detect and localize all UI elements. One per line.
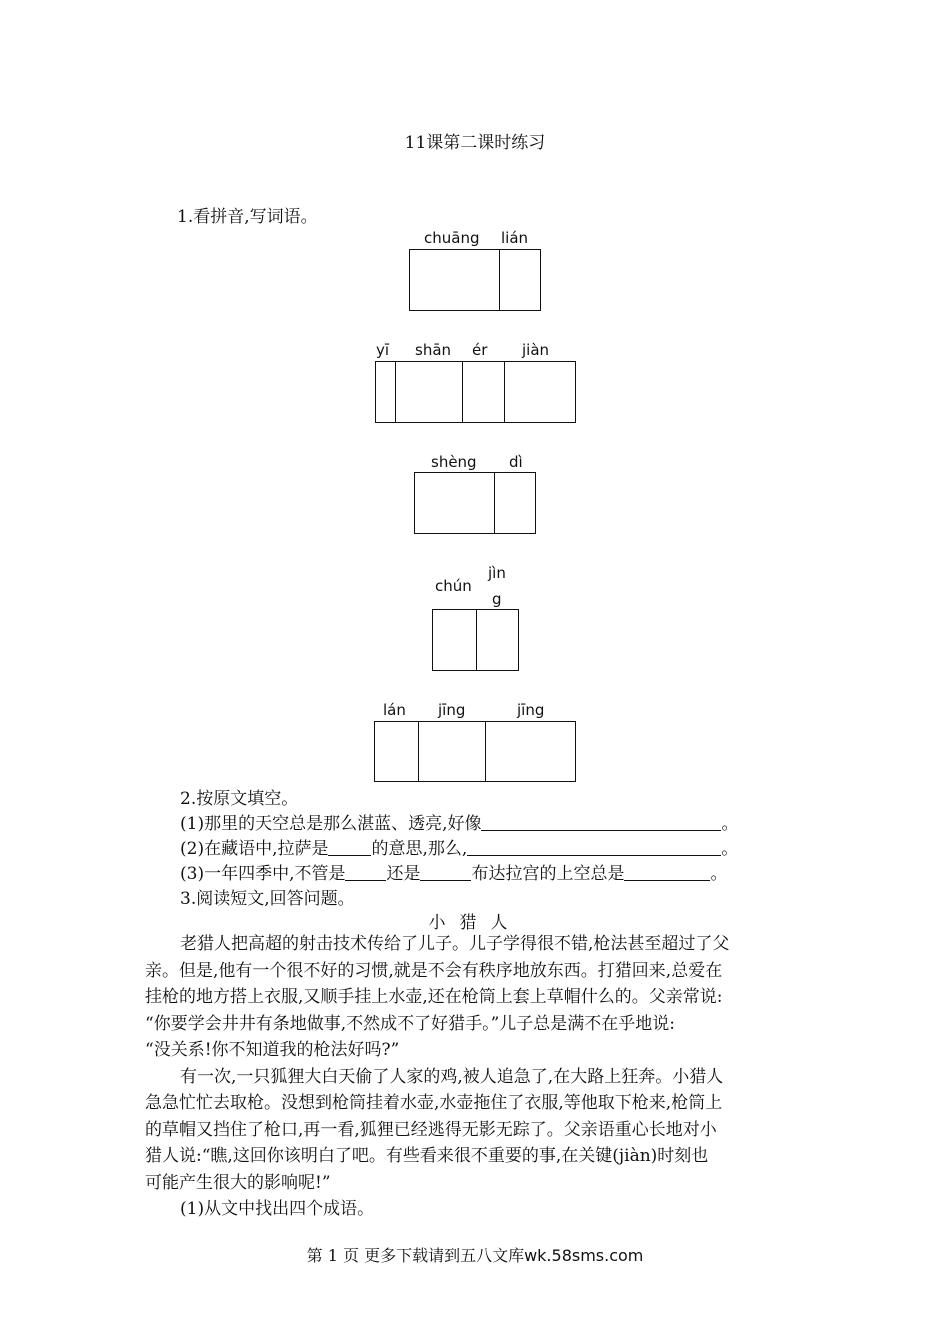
q2-item-3-end: 。	[710, 864, 728, 884]
answer-blank[interactable]	[420, 865, 471, 881]
character-box[interactable]	[476, 610, 518, 670]
writing-grid[interactable]	[374, 721, 576, 782]
footer-site-link[interactable]: wk.58sms.com	[524, 1246, 644, 1265]
answer-blank[interactable]	[481, 815, 721, 831]
q2-item-1-text: (1)那里的天空总是那么湛蓝、透亮,好像	[180, 814, 482, 834]
pinyin-label: g	[492, 590, 502, 608]
q2-item-3-mid2: 布达拉宫的上空总是	[471, 864, 625, 884]
story-line: “没关系!你不知道我的枪法好吗?”	[145, 1040, 400, 1060]
answer-blank[interactable]	[467, 840, 721, 856]
q1-heading: 1.看拼音,写词语。	[177, 207, 318, 227]
pinyin-label: chuāng	[424, 229, 480, 247]
pinyin-label: jīng	[517, 701, 545, 719]
character-box[interactable]	[410, 250, 499, 310]
pinyin-label: jīng	[438, 701, 466, 719]
answer-blank[interactable]	[624, 865, 710, 881]
character-box[interactable]	[433, 610, 476, 670]
q2-item-3-text: (3)一年四季中,不管是	[180, 864, 346, 884]
q2-item-3-mid1: 还是	[386, 864, 421, 884]
character-box[interactable]	[462, 362, 504, 422]
story-line: “你要学会井井有条地做事,不然成不了好猎手。”儿子总是满不在乎地说:	[145, 1013, 676, 1034]
page-footer	[0, 1243, 950, 1266]
q2-item-2-text: (2)在藏语中,拉萨是	[180, 839, 329, 859]
character-box[interactable]	[376, 362, 395, 422]
q2-heading: 2.按原文填空。	[180, 789, 299, 809]
character-box[interactable]	[415, 473, 494, 533]
character-box[interactable]	[504, 362, 575, 422]
pinyin-label: lán	[383, 701, 406, 719]
character-box[interactable]	[395, 362, 462, 422]
pinyin-label: jiàn	[522, 341, 550, 359]
page-title: 11课第二课时练习	[404, 133, 546, 153]
character-box[interactable]	[494, 473, 535, 533]
pinyin-label: shèng	[431, 453, 477, 471]
pinyin-label: lián	[501, 229, 529, 247]
q2-item-1-end: 。	[721, 814, 739, 834]
pinyin-label: yī	[376, 341, 390, 359]
q2-item-2	[180, 834, 738, 859]
q3-heading: 3.阅读短文,回答问题。	[180, 889, 355, 909]
answer-blank[interactable]	[328, 840, 371, 856]
story-line: 挂枪的地方搭上衣服,又顺手挂上水壶,还在枪筒上套上草帽什么的。父亲常说:	[145, 987, 723, 1007]
q2-item-2-mid: 的意思,那么,	[371, 839, 468, 859]
q3-sub-question-1: (1)从文中找出四个成语。	[180, 1199, 375, 1219]
writing-grid[interactable]	[409, 249, 541, 311]
story-line: 亲。但是,他有一个很不好的习惯,就是不会有秩序地放东西。打猎回来,总爱在	[145, 960, 723, 981]
pinyin-label: dì	[509, 453, 523, 471]
story-line: 可能产生很大的影响呢!”	[145, 1172, 331, 1193]
footer-text: 更多下载请到五八文库	[364, 1246, 525, 1265]
story-body	[145, 931, 810, 1223]
page-number: 第 1 页	[306, 1246, 359, 1265]
character-box[interactable]	[418, 722, 485, 781]
writing-grid[interactable]	[375, 361, 576, 423]
story-line: 急急忙忙去取枪。没想到枪筒挂着水壶,水壶拖住了衣服,等他取下枪来,枪筒上	[145, 1093, 723, 1113]
pinyin-label: shān	[415, 341, 452, 359]
writing-grid[interactable]	[414, 472, 536, 534]
story-line: 有一次,一只狐狸大白天偷了人家的鸡,被人追急了,在大路上狂奔。小猎人	[180, 1066, 724, 1087]
pinyin-label: jìn	[488, 564, 506, 582]
character-box[interactable]	[485, 722, 575, 781]
story-line: 猎人说:“瞧,这回你该明白了吧。有些看来很不重要的事,在关键(jiàn)时刻也	[145, 1146, 709, 1166]
q2-item-2-end: 。	[721, 839, 739, 859]
answer-blank[interactable]	[345, 865, 386, 881]
character-box[interactable]	[375, 722, 418, 781]
writing-grid[interactable]	[432, 609, 519, 671]
story-title: 小猎人	[428, 913, 522, 933]
pinyin-label: chún	[435, 577, 472, 595]
story-line: 的草帽又挡住了枪口,再一看,狐狸已经逃得无影无踪了。父亲语重心长地对小	[145, 1119, 717, 1140]
pinyin-label: ér	[472, 341, 488, 359]
character-box[interactable]	[499, 250, 540, 310]
q2-item-3	[180, 859, 727, 884]
q2-item-1	[180, 809, 738, 834]
story-line: 老猎人把高超的射击技术传给了儿子。儿子学得很不错,枪法甚至超过了父	[180, 934, 730, 954]
